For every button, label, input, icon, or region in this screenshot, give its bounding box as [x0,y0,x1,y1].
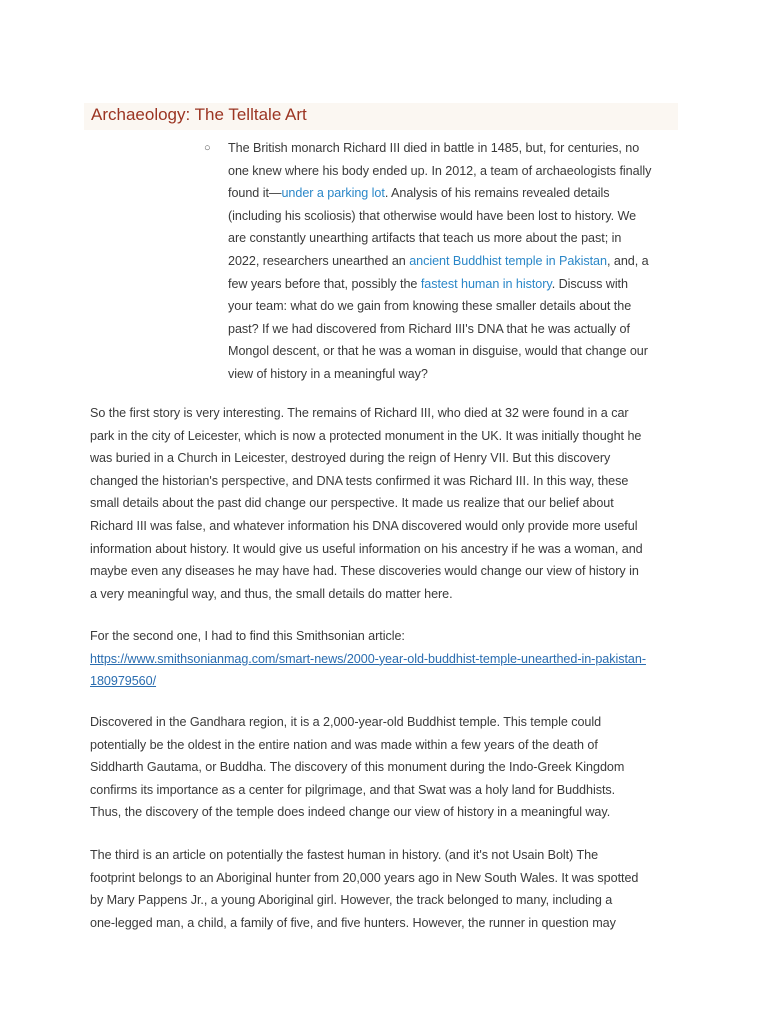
link-parking-lot[interactable]: under a parking lot [281,186,385,201]
text-line: information about history. It would give us useful information on his ancestry if he was a woman, and [90,541,643,556]
hollow-circle-bullet-icon: ○ [204,142,211,154]
text-line [228,182,680,205]
text-line: Thus, the discovery of the temple does indeed change our view of history in a meaningful way. [90,805,611,820]
paragraph-smithsonian [90,625,682,693]
text-line: one-legged man, a child, a family of five, and five hunters. However, the runner in question may [90,915,616,930]
text-line: (including his scoliosis) that otherwise would have been lost to history. We [228,208,637,223]
text-segment: 2022, researchers unearthed an [228,253,410,268]
text-line: park in the city of Leicester, which is now a protected monument in the UK. It was initially thought he [90,428,642,443]
text-line: maybe even any diseases he may have had. These discoveries would change our view of history in [90,564,639,579]
text-line: by Mary Pappens Jr., a young Aboriginal girl. However, the track belonged to many, including a [90,893,613,908]
link-fastest-human[interactable]: fastest human in history [420,276,552,291]
text-line: confirms its importance as a center for pilgrimage, and that Swat was a holy land for Buddhists. [90,782,616,797]
text-segment: , and, a [606,253,649,268]
text-segment: found it— [228,186,282,201]
bullet-list-item [204,137,680,386]
text-line: Richard III was false, and whatever information his DNA discovered would only provide more useful [90,518,638,533]
text-line [228,273,680,296]
text-line: Discovered in the Gandhara region, it is a 2,000-year-old Buddhist temple. This temple could [90,715,602,729]
text-line: Mongol descent, or that he was a woman in disguise, would that change our [228,344,648,359]
text-line: So the first story is very interesting. The remains of Richard III, who died at 32 were found in a car [90,406,629,420]
paragraph-fastest-human [90,844,682,934]
text-line: are constantly unearthing artifacts that teach us more about the past; in [228,231,622,246]
text-line: past? If we had discovered from Richard III's DNA that he was actually of [228,321,630,336]
text-line: The British monarch Richard III died in battle in 1485, but, for centuries, no [228,141,640,155]
text-line: The third is an article on potentially the fastest human in history. (and it's not Usain Bolt) The [90,848,599,862]
text-line: one knew where his body ended up. In 2012, a team of archaeologists finally [228,163,652,178]
smithsonian-article-link[interactable]: https://www.smithsonianmag.com/smart-news/2000-year-old-buddhist-temple-unearthed-in-pakistan- [90,651,646,666]
smithsonian-article-link-continued[interactable]: 180979560/ [90,674,157,689]
text-segment: . Analysis of his remains revealed details [384,186,610,201]
text-line: view of history in a meaningful way? [228,366,428,381]
text-line: potentially be the oldest in the entire nation and was made within a few years of the death of [90,737,598,752]
text-line: a very meaningful way, and thus, the small details do matter here. [90,586,453,601]
text-line: Siddharth Gautama, or Buddha. The discovery of this monument during the Indo-Greek Kingdom [90,760,625,775]
text-segment: few years before that, possibly the [228,276,421,291]
text-line: was buried in a Church in Leicester, destroyed during the reign of Henry VII. But this discovery [90,451,611,466]
bullet-paragraph [228,137,680,386]
text-line: your team: what do we gain from knowing these smaller details about the [228,299,632,314]
paragraph-buddhist-temple [90,711,682,824]
text-line: changed the historian's perspective, and DNA tests confirmed it was Richard III. In this way, these [90,473,629,488]
link-buddhist-temple[interactable]: ancient Buddhist temple in Pakistan [409,253,607,268]
text-line [228,250,680,273]
page-title: Archaeology: The Telltale Art [91,105,307,124]
paragraph-richard-iii [90,402,682,605]
text-segment: . Discuss with [551,276,628,291]
text-line: footprint belongs to an Aboriginal hunter from 20,000 years ago in New South Wales. It was spotted [90,870,639,885]
text-line: small details about the past did change our perspective. It made us realize that our belief about [90,496,614,511]
text-line: For the second one, I had to find this Smithsonian article: [90,629,405,643]
